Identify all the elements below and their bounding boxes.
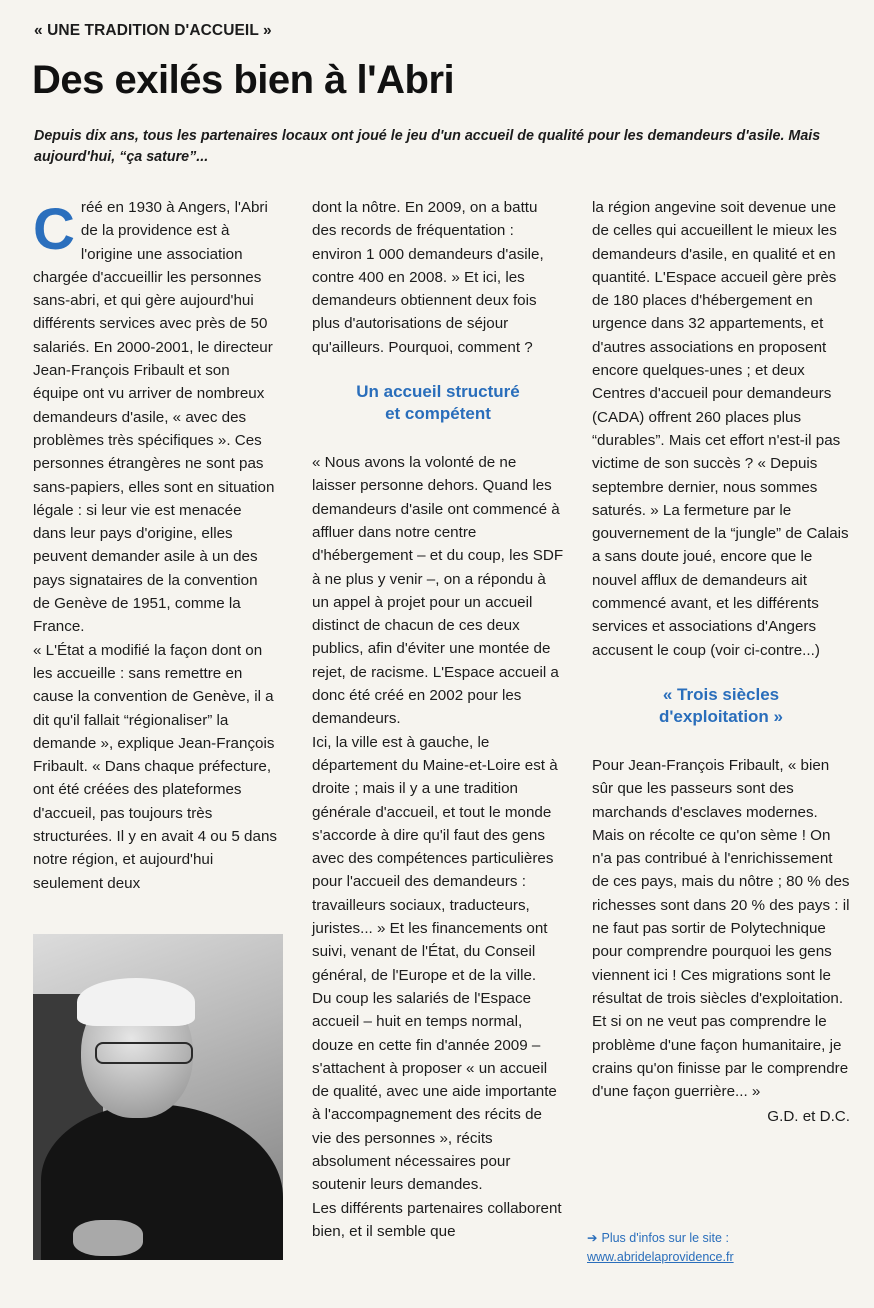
- author-signature: G.D. et D.C.: [767, 1108, 850, 1126]
- paragraph: « Nous avons la volonté de ne laisser personne dehors. Quand les demandeurs d'asile ont commencé à affluer dans notre centre d'hébergement – et du coup, les SDF à ne plus y venir –, on a répondu à un appel à projet pour un accueil distinct de chacun de ces deux publics, afin d'éviter une montée de rejet, de racisme. L'Espace accueil a donc été créé en 2002 pour les demandeurs.: [312, 454, 564, 728]
- article-column-2: [312, 196, 564, 1243]
- portrait-photo: [33, 934, 283, 1260]
- subheading-line: Un accueil structuré: [356, 382, 520, 402]
- subheading: [592, 684, 850, 728]
- paragraph: Pour Jean-François Fribault, « bien sûr que les passeurs sont des marchands d'esclaves modernes. Mais on récolte ce qu'on sème ! On n'a pas contribué à l'enrichissement de ces pays, mais du nôtre ; 80 % des richesses sont dans 20 % des pays : il ne faut pas sortir de Polytechnique pour comprendre pourquoi les gens viennent ici ! Ces migrations sont le résultat de trois siècles d'exploitation. Et si on ne veut pas comprendre le problème d'une façon humanitaire, je crains qu'on finisse par le comprendre d'une façon guerrière... »: [592, 756, 850, 1101]
- more-info-box: [587, 1229, 734, 1267]
- kicker: « UNE TRADITION D'ACCUEIL »: [34, 22, 272, 39]
- article-column-1: [33, 196, 278, 895]
- drop-cap: C: [33, 197, 75, 262]
- paragraph: « L'État a modifié la façon dont on les accueille : sans remettre en cause la convention de Genève, il a dit qu'il fallait “régionaliser” la demande », explique Jean-François Fribault. « Dans chaque préfecture, ont été créées des plateformes d'accueil, pas toujours très structurées. Il y en avait 4 ou 5 dans notre région, et aujourd'hui seulement deux: [33, 641, 277, 892]
- subheading: [312, 381, 564, 425]
- paragraph: Ici, la ville est à gauche, le département du Maine-et-Loire est à droite ; mais il y a une tradition générale d'accueil, et tout le monde s'accorde à dire qu'il faut des gens avec des compétences particulières pour l'accueil des demandeurs : travailleurs sociaux, traducteurs, juristes... » Et les financements ont suivi, venant de l'État, du Conseil général, de l'Europe et de la ville.: [312, 733, 558, 984]
- website-link[interactable]: www.abridelaprovidence.fr: [587, 1250, 734, 1264]
- subheading-line: d'exploitation »: [659, 706, 783, 726]
- headline: Des exilés bien à l'Abri: [32, 58, 455, 102]
- paragraph: réé en 1930 à Angers, l'Abri de la providence est à l'origine une association chargée d'accueillir les personnes sans-abri, et qui gère aujourd'hui différents services avec près de 50 salariés. En 2000-2001, le directeur Jean-François Fribault et son équipe ont vu arriver de nombreux demandeurs d'asile, « avec des problèmes très spécifiques ». Ces personnes étrangères ne sont pas sans-papiers, elles sont en situation légale : si leur vie est menacée dans leur pays d'origine, elles peuvent demander asile à un des pays signataires de la convention de Genève de 1951, comme la France.: [33, 199, 275, 636]
- paragraph: la région angevine soit devenue une de celles qui accueillent le mieux les demandeurs d'asile, en qualité et en quantité. L'Espace accueil gère près de 180 places d'hébergement en urgence dans 32 appartements, et d'autres associations en proposent encore quelques-unes ; et deux Centres d'accueil pour demandeurs (CADA) offrent 260 places plus “durables”. Mais cet effort n'est-il pas victime de son succès ? « Depuis septembre dernier, nous sommes saturés. » La fermeture par le gouvernement de la “jungle” de Calais a sans doute joué, encore que le nouvel afflux de demandeurs ait commencé avant, et les différents services et associations d'Angers accusent le coup (voir ci-contre...): [592, 199, 849, 659]
- paragraph: Les différents partenaires collaborent bien, et il semble que: [312, 1199, 562, 1240]
- standfirst: Depuis dix ans, tous les partenaires locaux ont joué le jeu d'un accueil de qualité pour les demandeurs d'asile. Mais aujourd'hui, “ça sature”...: [34, 128, 821, 165]
- paragraph: dont la nôtre. En 2009, on a battu des records de fréquentation : environ 1 000 demandeurs d'asile, contre 400 en 2008. » Et ici, les demandeurs obtiennent deux fois plus d'autorisations de séjour qu'ailleurs. Pourquoi, comment ?: [312, 199, 544, 356]
- article-column-3: [592, 196, 850, 1129]
- subheading-line: « Trois siècles: [662, 684, 780, 704]
- more-info-label: Plus d'infos sur le site :: [601, 1231, 729, 1245]
- subheading-line: et compétent: [385, 404, 491, 424]
- paragraph: Du coup les salariés de l'Espace accueil – huit en temps normal, douze en cette fin d'année 2009 – s'attachent à proposer « un accueil de qualité, avec une aide importante à l'accompagnement des récits de vie des personnes », récits absolument nécessaires pour soutenir leurs demandes.: [312, 989, 557, 1194]
- arrow-right-icon: ➔: [587, 1231, 598, 1245]
